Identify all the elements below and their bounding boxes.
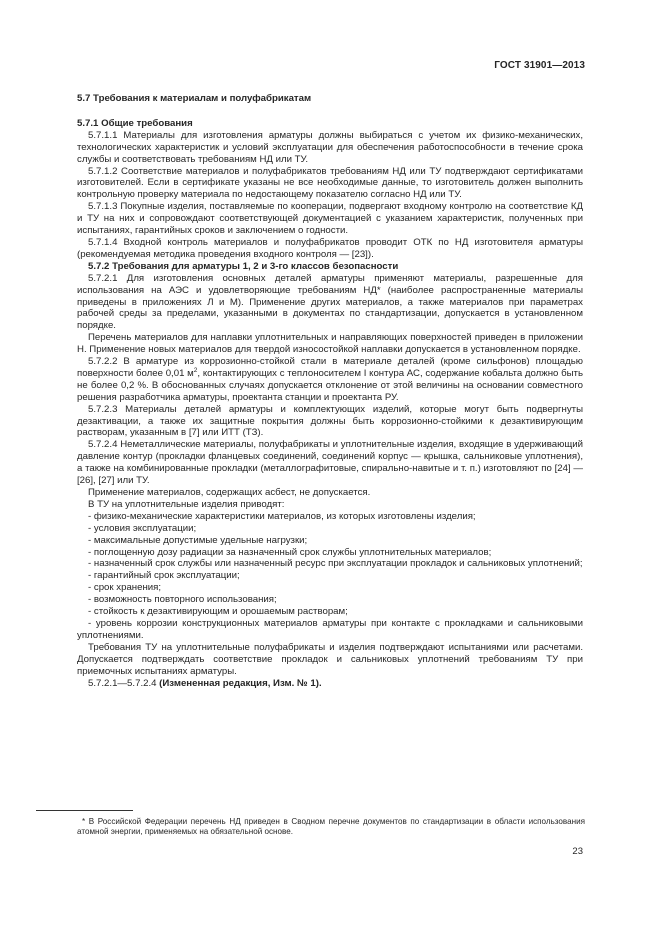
list-item: - гарантийный срок эксплуатации; xyxy=(88,570,240,582)
paragraph-5-7-1-4: 5.7.1.4 Входной контроль материалов и полуфабрикатов проводит ОТК по НД изготовителя арматуры (рекомендуемая методика проведения входного контроля — [23]). xyxy=(77,236,583,260)
paragraph-surfacing: Перечень материалов для наплавки уплотнительных и направляющих поверхностей приведен в приложении Н. Применение новых материалов для твердой износостойкой наплавки допускается в установленном порядке. xyxy=(77,332,583,356)
page-body xyxy=(77,87,583,689)
paragraph-tu-intro: В ТУ на уплотнительные изделия приводят: xyxy=(88,498,285,510)
paragraph-5-7-2-1 xyxy=(77,273,583,333)
list-item: - возможность повторного использования; xyxy=(88,594,277,606)
subsection-title-safety-classes: 5.7.2 Требования для арматуры 1, 2 и 3-го классов безопасности xyxy=(88,260,399,272)
paragraph-5-7-2-4: 5.7.2.4 Неметаллические материалы, полуфабрикаты и уплотнительные изделия, входящие в удерживающий давление контур (прокладки фланцевых соединений, соединений корпус — крышка, сальниковые уплотнения), а также на комбинированные прокладки (металлографитовые, спирально-навитые и т. п.) изготовляют по [24] —[26], [27] или ТУ. xyxy=(77,439,583,487)
list-item: - уровень коррозии конструкционных материалов арматуры при контакте с прокладками и сальниковыми уплотнениями. xyxy=(77,617,583,641)
paragraph-asbestos: Применение материалов, содержащих асбест, не допускается. xyxy=(88,487,371,498)
footnote: * В Российской Федерации перечень НД приведен в Сводном перечне документов по стандартизации в области использования атомной энергии, применяемых на обязательной основе. xyxy=(77,817,585,837)
paragraph-amendment-note xyxy=(77,678,583,690)
footnote-marker: * xyxy=(376,284,381,296)
paragraph-5-7-2-2-end: , контактирующих с теплоносителем I контура АС, содержание кобальта должно быть не более 0,2 %. В обоснованных случаях допускается отклонение от этой величины на основании совместного решения разработчика арматуры, проектанта станции и проектанта РУ. xyxy=(77,367,583,403)
list-item: - назначенный срок службы или назначенный ресурс при эксплуатации прокладок и сальниковых уплотнений; xyxy=(88,558,583,570)
document-code-header: ГОСТ 31901—2013 xyxy=(494,60,585,71)
paragraph-5-7-2-2 xyxy=(77,356,583,404)
list-item: - максимальные допустимые удельные нагрузки; xyxy=(88,534,308,546)
list-item: - срок хранения; xyxy=(88,582,162,594)
paragraph-5-7-2-2-start: 5.7.2.2 В арматуре из коррозионно-стойкой стали в материале деталей (кроме сильфонов) площадью поверхности более 0,01 м xyxy=(77,356,583,379)
list-item: - стойкость к дезактивирующим и орошаемым растворам; xyxy=(88,606,348,618)
paragraph-tu-confirmation: Требования ТУ на уплотнительные полуфабрикаты и изделия подтверждают испытаниями или расчетами. Допускается подтверждать соответствие прокладок и сальниковых уплотнений требованиям ТУ при приемочных испытаниях арматуры. xyxy=(77,641,583,677)
paragraph-5-7-1-2: 5.7.1.2 Соответствие материалов и полуфабрикатов требованиям НД или ТУ подтверждают сертификатами изготовителей. Если в сертификате указаны не все необходимые данные, то изготовитель должен выполнить контрольную проверку материала по недостающему показателю согласно НД или ТУ. xyxy=(77,165,583,201)
paragraph-5-7-2-1-start: 5.7.2.1 Для изготовления основных деталей арматуры применяют материалы, разрешенные для использования на АЭС и удовлетворяющие требованиям НД xyxy=(77,272,583,296)
amendment-clause-range: 5.7.2.1—5.7.2.4 xyxy=(88,677,160,689)
paragraph-5-7-1-1: 5.7.1.1 Материалы для изготовления арматуры должны выбираться с учетом их физико-механических, технологических характеристик и условий эксплуатации для обеспечения работоспособности в течение срока службы и соответствовать требованиям НД или ТУ. xyxy=(77,129,583,165)
paragraph-5-7-2-1-end: (наиболее распространенные материалы приведены в приложениях Л и М). Применение других материалов, а также материалов при параметрах рабочей среды за пределами, указанными в документах по стандартизации, допускается в установленном порядке. xyxy=(77,284,583,332)
subsection-title-general: 5.7.1 Общие требования xyxy=(77,117,193,129)
list-item: - условия эксплуатации; xyxy=(88,522,197,534)
paragraph-5-7-1-3: 5.7.1.3 Покупные изделия, поставляемые по кооперации, подвергают входному контролю на соответствие КД и ТУ на них и сопровождают соответствующей документацией с указанием характеристик, полученных при испытаниях, гарантийных сроков и заключением о годности. xyxy=(77,201,583,237)
amendment-label: (Измененная редакция, Изм. № 1). xyxy=(159,677,322,689)
footnote-divider xyxy=(36,810,133,811)
list-item: - физико-механические характеристики материалов, из которых изготовлены изделия; xyxy=(88,510,476,522)
section-title: 5.7 Требования к материалам и полуфабрикатам xyxy=(77,93,312,104)
superscript-2: 2 xyxy=(193,366,198,374)
page-number: 23 xyxy=(572,846,583,857)
list-item: - поглощенную дозу радиации за назначенный срок службы уплотнительных материалов; xyxy=(88,546,492,558)
paragraph-5-7-2-3: 5.7.2.3 Материалы деталей арматуры и комплектующих изделий, которые могут быть подвергнуты дезактивации, а также их защитные покрытия должны быть коррозионно-стойкими к дезактивирующим растворам, указанным в [7] или ИТТ (ТЗ). xyxy=(77,403,583,439)
